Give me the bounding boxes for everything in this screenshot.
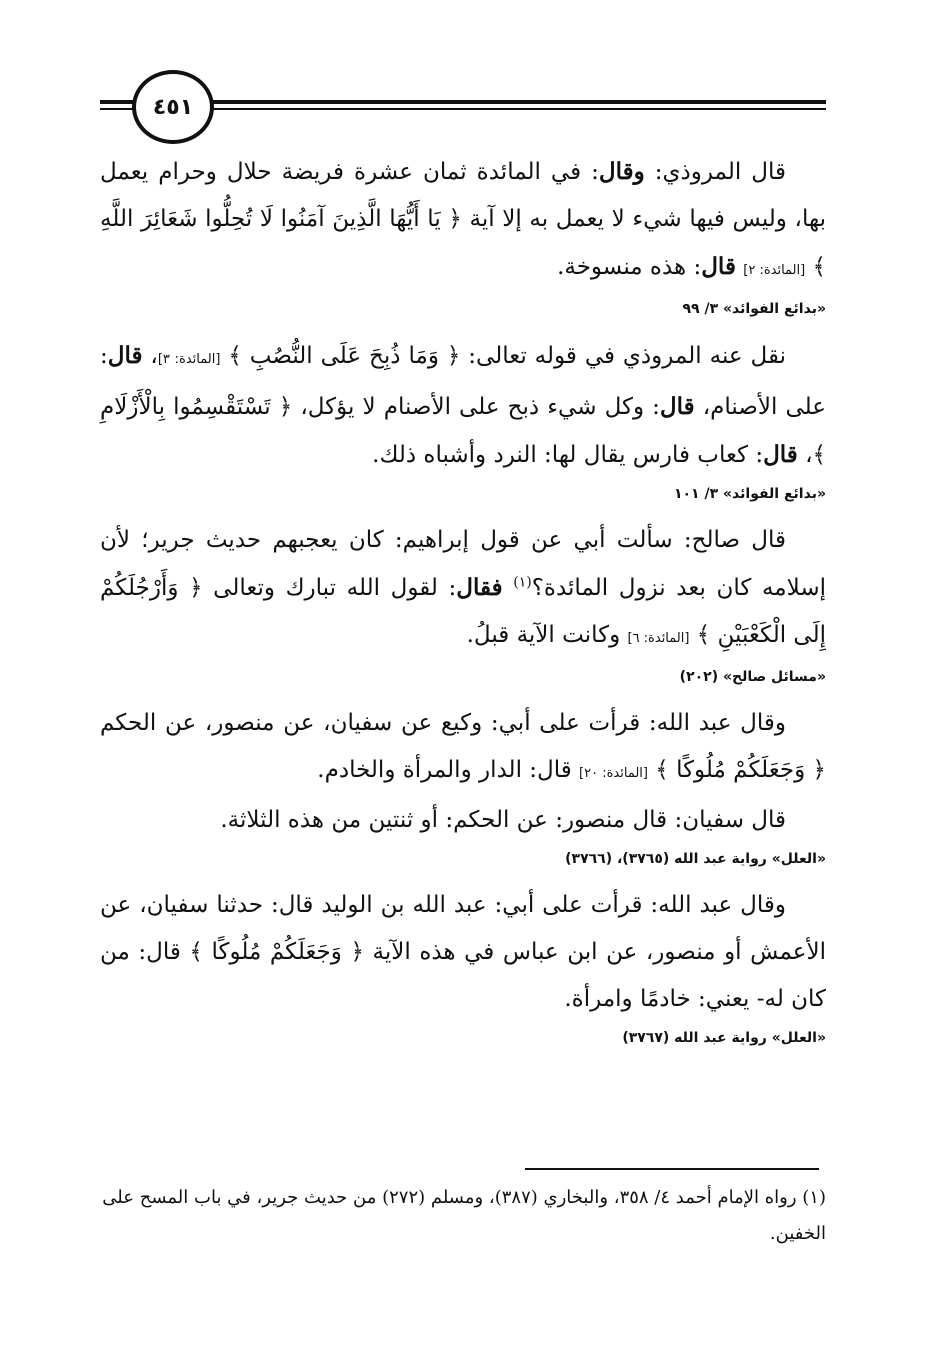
verse-reference: [المائدة: ٢]	[743, 263, 806, 278]
source-citation: «العلل» رواية عبد الله (٣٧٦٥)، (٣٧٦٦)	[565, 851, 826, 867]
page-header	[100, 70, 826, 140]
text-run: قال صالح: سألت أبي عن قول إبراهيم: كان يعجبهم حديث جرير؛ لأن إسلامه كان بعد نزول المائدة؟	[100, 527, 827, 601]
text-run: : على الأصنام،	[100, 343, 826, 420]
verse-reference: [المائدة: ٢٠]	[579, 766, 648, 781]
source-citation: «بدائع الفوائد» ٣/ ١٠١	[673, 486, 826, 502]
paragraph	[100, 797, 826, 844]
bold-word: قال	[659, 393, 695, 420]
text-run: وقال عبد الله: قرأت على أبي: وكيع عن سفيان، عن منصور، عن الحكم ﴿ وَجَعَلَكُمْ مُلُوكًا ﴾	[100, 710, 826, 783]
source-citation: «العلل» رواية عبد الله (٣٧٦٧)	[622, 1030, 826, 1046]
page-number: ٤٥١	[132, 70, 214, 144]
paragraph	[100, 700, 826, 797]
bold-word: فقال	[456, 574, 503, 601]
bold-word: قال	[763, 441, 798, 468]
bold-word: قال	[701, 253, 736, 280]
paragraph	[100, 882, 826, 1023]
source-citation: «مسائل صالح» (٢٠٢)	[679, 669, 826, 685]
paragraph	[100, 148, 826, 294]
text-run: قال سفيان: قال منصور: عن الحكم: أو ثنتين من هذه الثلاثة.	[220, 807, 786, 833]
bold-word: وقال	[598, 158, 645, 185]
footnote-separator	[525, 1168, 819, 1170]
text-run: : لقول الله تبارك وتعالى ﴿ وَأَرْجُلَكُمْ إِلَى الْكَعْبَيْنِ ﴾	[100, 575, 826, 648]
text-run: ،	[142, 343, 158, 369]
page-body	[100, 148, 826, 1061]
text-run	[503, 575, 514, 601]
text-run: وكانت الآية قبلُ.	[466, 622, 628, 648]
text-run: قال المروذي:	[644, 159, 786, 185]
text-run: : كعاب فارس يقال لها: النرد وأشباه ذلك.	[372, 442, 764, 468]
verse-reference: [المائدة: ٣]	[157, 352, 221, 367]
verse-reference: [المائدة: ٦]	[627, 631, 690, 646]
text-run: : وكل شيء ذبح على الأصنام لا يؤكل، ﴿ تَسْتَقْسِمُوا بِالْأَزْلَامِ ﴾،	[100, 394, 826, 468]
text-run: : هذه منسوخة.	[557, 254, 702, 280]
text-run: قال: الدار والمرأة والخادم.	[317, 757, 580, 783]
text-run: نقل عنه المروذي في قوله تعالى: ﴿ وَمَا ذُبِحَ عَلَى النُّصُبِ ﴾	[220, 343, 787, 369]
paragraph	[100, 332, 826, 479]
footnote-marker: (١)	[513, 574, 532, 591]
paragraph	[100, 517, 826, 662]
text-run: : في المائدة ثمان عشرة فريضة حلال وحرام يعمل بها، وليس فيها شيء لا يعمل به إلا آية ﴿ يَا أَيُّهَا الَّذِينَ آمَنُوا لَا تُحِلُّوا شَعَائِرَ اللَّهِ ﴾	[100, 159, 826, 280]
bold-word: قال	[107, 342, 143, 369]
footnote: (١) رواه الإمام أحمد ٤/ ٣٥٨، والبخاري (٣٨٧)، ومسلم (٢٧٢) من حديث جرير، في باب المسح على الخفين.	[102, 1187, 826, 1244]
text-run: وقال عبد الله: قرأت على أبي: عبد الله بن الوليد قال: حدثنا سفيان، عن الأعمش أو منصور، عن ابن عباس في هذه الآية ﴿ وَجَعَلَكُمْ مُلُوكًا ﴾ قال: من كان له- يعني: خادمًا وامرأة.	[100, 892, 826, 1012]
source-citation: «بدائع الفوائد» ٣/ ٩٩	[682, 301, 826, 317]
